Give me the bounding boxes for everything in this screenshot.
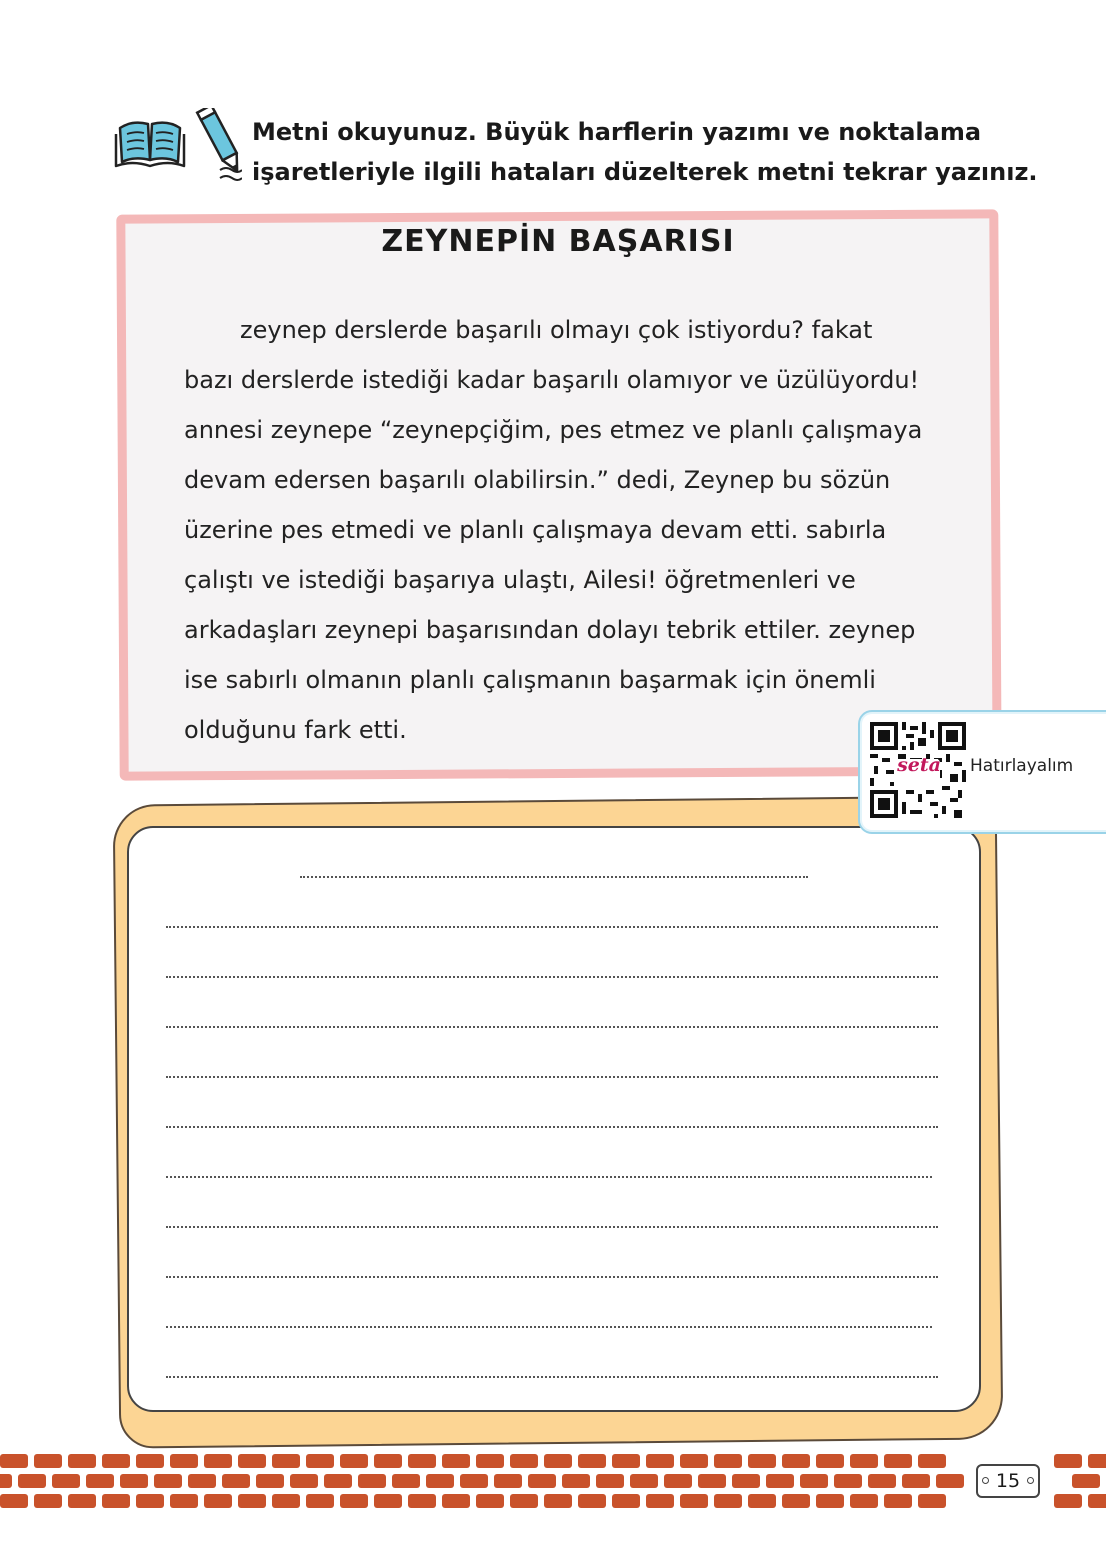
title-write-line[interactable] bbox=[300, 876, 808, 878]
page-number bbox=[976, 1464, 1040, 1498]
write-line[interactable] bbox=[166, 976, 938, 978]
qr-badge: seta bbox=[897, 754, 941, 776]
write-line[interactable] bbox=[166, 1276, 938, 1278]
story-line: olduğunu fark etti. bbox=[184, 716, 407, 744]
writing-area[interactable] bbox=[127, 826, 981, 1412]
write-line[interactable] bbox=[166, 1376, 938, 1378]
story-line: zeynep derslerde başarılı olmayı çok istiyordu? fakat bbox=[240, 316, 873, 344]
story-line: devam edersen başarılı olabilirsin.” dedi, Zeynep bu sözün bbox=[184, 466, 891, 494]
write-line[interactable] bbox=[166, 1226, 938, 1228]
write-line[interactable] bbox=[166, 1026, 938, 1028]
story-line: bazı derslerde istediği kadar başarılı olamıyor ve üzülüyordu! bbox=[184, 366, 920, 394]
story-line: arkadaşları zeynepi başarısından dolayı tebrik ettiler. zeynep bbox=[184, 616, 916, 644]
write-line[interactable] bbox=[166, 1076, 938, 1078]
instruction-line-1: Metni okuyunuz. Büyük harflerin yazımı ve noktalama bbox=[252, 118, 982, 146]
story-line: çalıştı ve istediği başarıya ulaştı, Ailesi! öğretmenleri ve bbox=[184, 566, 856, 594]
write-line[interactable] bbox=[166, 1176, 932, 1178]
bolt-icon bbox=[982, 1477, 989, 1484]
story-line: annesi zeynepe “zeynepçiğim, pes etmez ve planlı çalışmaya bbox=[184, 416, 923, 444]
story-title: ZEYNEPİN BAŞARISI bbox=[381, 224, 735, 259]
story-line: üzerine pes etmedi ve planlı çalışmaya devam etti. sabırla bbox=[184, 516, 887, 544]
write-line[interactable] bbox=[166, 1326, 932, 1328]
book-pencil-icon bbox=[112, 108, 242, 188]
qr-label[interactable]: Hatırlayalım bbox=[970, 756, 1074, 776]
write-line[interactable] bbox=[166, 926, 938, 928]
bolt-icon bbox=[1027, 1477, 1034, 1484]
instruction bbox=[252, 112, 1072, 192]
brick-border bbox=[0, 1452, 1106, 1512]
instruction-line-2: işaretleriyle ilgili hataları düzelterek metni tekrar yazınız. bbox=[252, 158, 1038, 186]
write-line[interactable] bbox=[166, 1126, 938, 1128]
page-number-text: 15 bbox=[995, 1470, 1021, 1492]
story-line: ise sabırlı olmanın planlı çalışmanın başarmak için önemli bbox=[184, 666, 876, 694]
